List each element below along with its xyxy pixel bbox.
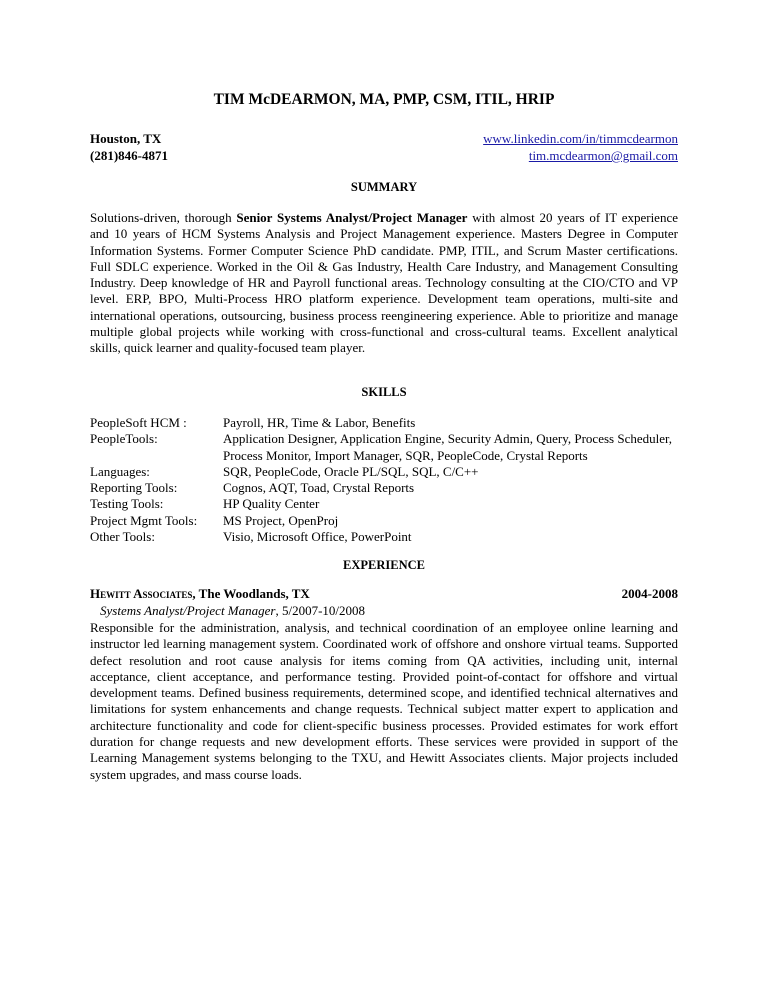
contact-line-2 (90, 148, 678, 164)
skill-value: Cognos, AQT, Toad, Crystal Reports (223, 480, 415, 496)
skill-row (90, 496, 678, 512)
skill-row (90, 431, 678, 464)
skill-value: Payroll, HR, Time & Labor, Benefits (223, 415, 416, 430)
summary-heading: SUMMARY (350, 180, 418, 194)
skill-value: Application Designer, Application Engine, Security Admin, Query, Process Scheduler, Process Monitor, Import Manager, SQR, PeopleCode, Crystal Reports (223, 431, 673, 463)
skill-label: Reporting Tools: (90, 480, 178, 496)
summary-text-bold: Senior Systems Analyst/Project Manager (236, 210, 468, 225)
skill-value: SQR, PeopleCode, Oracle PL/SQL, SQL, C/C++ (223, 463, 479, 479)
skill-row (90, 480, 678, 496)
skill-label: Testing Tools: (90, 496, 164, 512)
skill-row (90, 529, 678, 545)
job-description: Responsible for the administration, analysis, and technical coordination of an employee online learning and instructor led learning management system. Coordinated work of offshore and onshore virtual teams. Supported defect resolution and root cause analysis for items coming from QA activities, including unit, internal acceptance, client acceptance, and performance testing. Provided point-of-contact for offshore and virtual development teams. Defined business requirements, determined scope, and identified technical alternatives and limitations for system enhancements and change requests. Technical subject matter expert to application and architecture functionality and code for client-specific business processes. Provided estimates for work effort duration for change requests and new development efforts. These services were provided in support of the Learning Management systems belonging to the TXU, and Hewitt Associates clients. Major projects included system upgrades, and mass course loads. (90, 620, 678, 782)
skill-row (90, 513, 678, 529)
linkedin-link[interactable]: www.linkedin.com/in/timmcdearmon (483, 131, 678, 146)
resume-name: TIM McDEARMON, MA, PMP, CSM, ITIL, HRIP (213, 91, 555, 108)
job-title-line (100, 603, 365, 619)
job-years: 2004-2008 (621, 586, 678, 601)
skill-label: Project Mgmt Tools: (90, 512, 198, 528)
skill-label: PeopleTools: (90, 431, 158, 447)
skill-row (90, 464, 678, 480)
email-link[interactable]: tim.mcdearmon@gmail.com (528, 148, 678, 163)
skill-value: MS Project, OpenProj (223, 512, 339, 528)
job-title: Systems Analyst/Project Manager (100, 603, 276, 618)
contact-line-1 (90, 131, 678, 147)
summary-text-post: with almost 20 years of IT experience and 10 years of HCM Systems Analysis and Project Management experience. Masters Degree in Computer Information Systems. Former Computer Science PhD candidate. PMP, ITIL, and Scrum Master certifications. Full SDLC experience. Worked in the Oil & Gas Industry, Health Care Industry, and Management Consulting Industry. Deep knowledge of HR and Payroll functional areas. Technology consulting at the CIO/CTO and VP level. ERP, BPO, Multi-Process HRO platform experience. Development team operations, multi-site and international operations, outsourcing, business process reengineering experience. Able to prioritize and manage multiple global projects while working with cross-functional and cross-cultural teams. Excellent analytical skills, quick learner and quality-focused team player. (90, 210, 678, 356)
summary-text-pre: Solutions-driven, thorough (90, 210, 237, 225)
phone: (281)846-4871 (90, 148, 168, 163)
skill-value: HP Quality Center (223, 496, 320, 512)
skills-heading: SKILLS (361, 385, 407, 399)
job-dates: , 5/2007-10/2008 (275, 603, 366, 618)
skill-row (90, 415, 678, 431)
skill-label: PeopleSoft HCM : (90, 415, 187, 430)
skill-label: Languages: (90, 463, 150, 479)
company-location: , The Woodlands, TX (192, 586, 310, 601)
experience-heading: EXPERIENCE (343, 558, 425, 572)
city: Houston, TX (90, 131, 162, 146)
skills-list (90, 415, 678, 545)
skill-value: Visio, Microsoft Office, PowerPoint (223, 529, 412, 545)
skill-label: Other Tools: (90, 529, 155, 545)
job-header (90, 586, 678, 602)
company-name: Hewitt Associates (90, 586, 193, 601)
summary-text (90, 210, 678, 357)
